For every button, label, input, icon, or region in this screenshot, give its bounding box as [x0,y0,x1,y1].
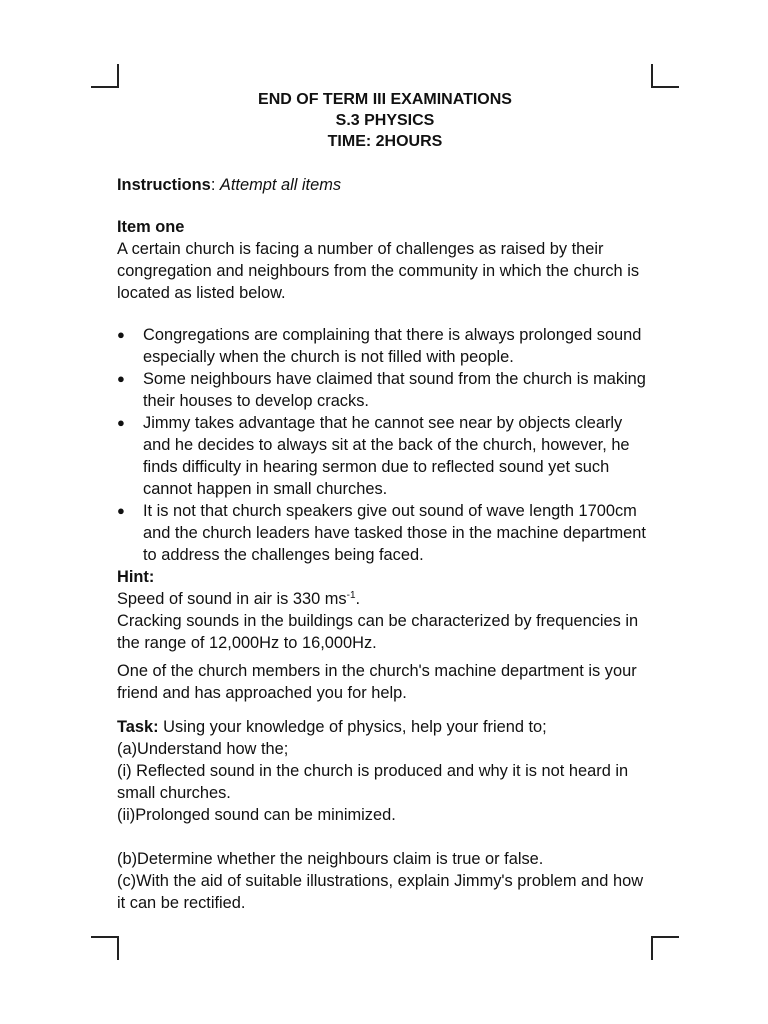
exam-title: END OF TERM III EXAMINATIONS [258,91,512,108]
hint-speed-exponent: -1 [346,590,356,601]
exam-page [117,89,653,914]
exam-time: TIME: 2HOURS [327,133,443,150]
task-c: (c)With the aid of suitable illustrations, explain Jimmy's problem and how it can be rectified. [117,872,644,912]
hint-cracking: Cracking sounds in the buildings can be characterized by frequencies in the range of 12,000Hz to 16,000Hz. [117,612,639,652]
task [117,716,653,738]
task-a-ii: (ii)Prolonged sound can be minimized. [117,806,396,824]
instructions-colon: : [210,176,220,194]
task-a-i: (i) Reflected sound in the church is produced and why it is not heard in small churches. [117,762,629,802]
instructions-text: Attempt all items [219,176,342,194]
list-item: ● Jimmy takes advantage that he cannot see near by objects clearly and he decides to always sit at the back of the church, however, he finds difficulty in hearing sermon due to reflected sound yet such cannot happen in small churches. [117,412,653,500]
challenge-list [117,324,653,566]
list-item: ● Some neighbours have claimed that sound from the church is making their houses to develop cracks. [117,368,653,412]
exam-subject: S.3 PHYSICS [335,112,435,129]
item-intro: A certain church is facing a number of challenges as raised by their congregation and neighbours from the community in which the church is located as listed below. [117,240,640,302]
crop-mark-top-right [651,64,679,88]
task-text: Using your knowledge of physics, help your friend to; [158,718,547,736]
task-b: (b)Determine whether the neighbours claim is true or false. [117,850,544,868]
exam-header [117,89,653,152]
crop-mark-bottom-left [91,936,119,960]
crop-mark-top-left [91,64,119,88]
item-title: Item one [117,218,185,236]
crop-mark-bottom-right [651,936,679,960]
task-a: (a)Understand how the; [117,740,289,758]
task-label: Task: [117,718,159,736]
hint-speed [117,588,653,610]
hint-speed-text: Speed of sound in air is 330 ms [117,590,347,608]
instructions [117,174,653,196]
list-item: ● Congregations are complaining that there is always prolonged sound especially when the church is not filled with people. [117,324,653,368]
hint-speed-end: . [355,590,361,608]
list-item: ● It is not that church speakers give out sound of wave length 1700cm and the church leaders have tasked those in the machine department to address the challenges being faced. [117,500,653,566]
hint-member: One of the church members in the church's machine department is your friend and has approached you for help. [117,662,637,702]
hint-title: Hint: [117,568,155,586]
instructions-label: Instructions [117,176,211,194]
